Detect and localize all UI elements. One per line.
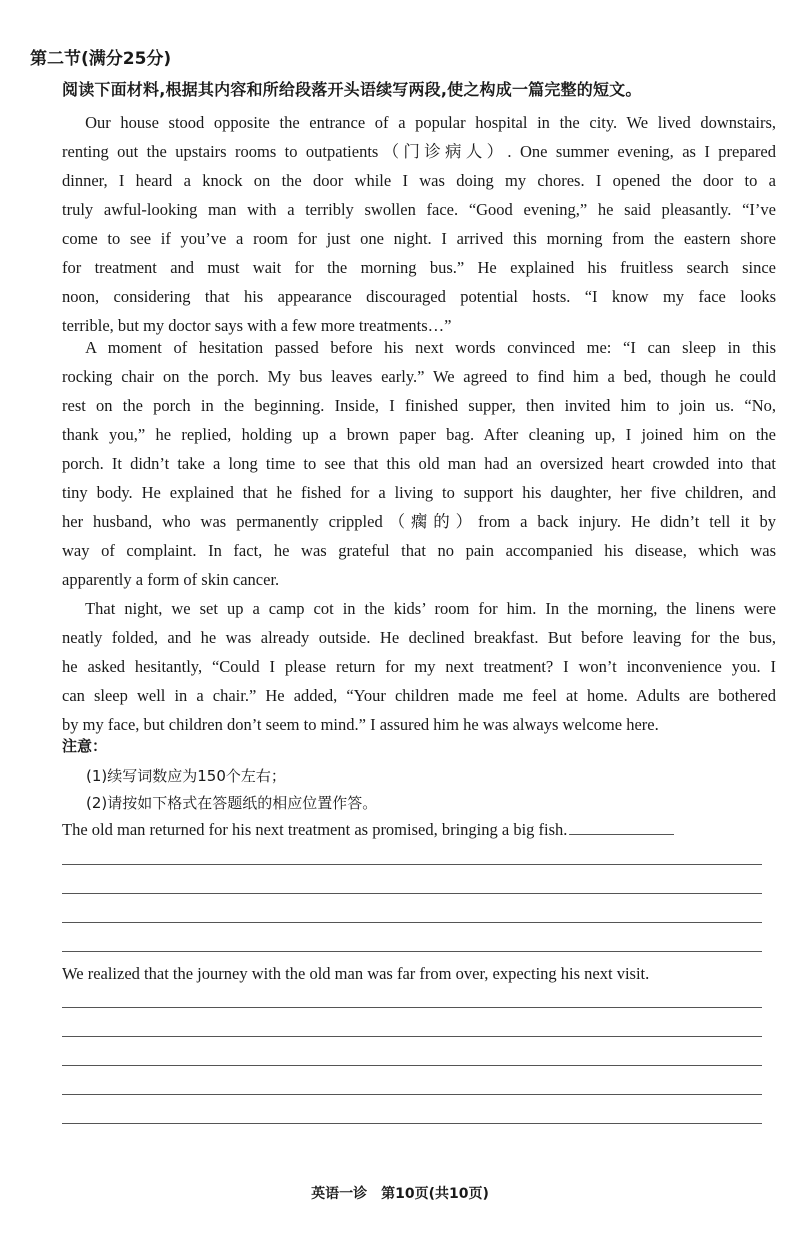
text-line: rest on the porch in the beginning. Inside, I finished supper, then invited him to join us. “No,	[62, 396, 776, 415]
text-line: porch. It didn’t take a long time to see that this old man had an oversized heart crowded into that	[62, 454, 776, 473]
text-line: thank you,” he replied, holding up a brown paper bag. After cleaning up, I joined him on the	[62, 425, 776, 444]
note-item: (1)续写词数应为150个左右；	[86, 767, 286, 785]
text-line: way of complaint. In fact, he was grateful that no pain accompanied his disease, which was	[62, 541, 776, 560]
paragraph-3	[62, 594, 776, 739]
text-line: he asked hesitantly, “Could I please return for my next treatment? I won’t inconvenience you. I	[62, 657, 776, 676]
text-line: apparently a form of skin cancer.	[62, 570, 280, 589]
answer-blank[interactable]	[569, 834, 674, 835]
answer-line[interactable]	[62, 1065, 762, 1066]
answer-line[interactable]	[62, 1007, 762, 1008]
answer-line[interactable]	[62, 1036, 762, 1037]
text-line: Our house stood opposite the entrance of a popular hospital in the city. We lived downstairs,	[85, 113, 776, 132]
prompt-text: The old man returned for his next treatment as promised, bringing a big fish.	[62, 820, 568, 839]
page-footer: 英语一诊 第10页(共10页)	[311, 1186, 489, 1202]
text-line: neatly folded, and he was already outside. He declined breakfast. But before leaving for the bus,	[62, 628, 776, 647]
continuation-prompt-2: We realized that the journey with the old man was far from over, expecting his next visit.	[62, 964, 650, 983]
text-line: her husband, who was permanently crippled（瘸的）from a back injury. He didn’t tell it by	[62, 512, 776, 531]
text-line: for treatment and must wait for the morning bus.” He explained his fruitless search since	[62, 258, 776, 277]
note-item: (2)请按如下格式在答题纸的相应位置作答。	[86, 794, 378, 812]
continuation-prompt-1	[62, 820, 674, 840]
section-title: 第二节(满分25分)	[30, 49, 172, 69]
answer-line[interactable]	[62, 1123, 762, 1124]
paragraph-2	[62, 333, 776, 594]
text-line: renting out the upstairs rooms to outpatients（门诊病人）. One summer evening, as I prepared	[62, 142, 776, 161]
text-line: A moment of hesitation passed before his next words convinced me: “I can sleep in this	[85, 338, 776, 357]
answer-line[interactable]	[62, 1094, 762, 1095]
instruction: 阅读下面材料,根据其内容和所给段落开头语续写两段,使之构成一篇完整的短文。	[62, 80, 642, 99]
text-line: dinner, I heard a knock on the door while I was doing my chores. I opened the door to a	[62, 171, 776, 190]
text-line: come to see if you’ve a room for just one night. I arrived this morning from the eastern shore	[62, 229, 776, 248]
answer-line[interactable]	[62, 922, 762, 923]
notes-heading: 注意：	[62, 737, 108, 755]
text-line: terrible, but my doctor says with a few more treatments…”	[62, 316, 452, 335]
text-line: That night, we set up a camp cot in the kids’ room for him. In the morning, the linens were	[85, 599, 776, 618]
text-line: noon, considering that his appearance discouraged potential hosts. “I know my face looks	[62, 287, 776, 306]
answer-line[interactable]	[62, 951, 762, 952]
text-line: tiny body. He explained that he fished for a living to support his daughter, her five children, and	[62, 483, 776, 502]
answer-line[interactable]	[62, 893, 762, 894]
text-line: by my face, but children don’t seem to mind.” I assured him he was always welcome here.	[62, 715, 659, 734]
answer-line[interactable]	[62, 864, 762, 865]
paragraph-1	[62, 108, 776, 340]
text-line: rocking chair on the porch. My bus leaves early.” We agreed to find him a bed, though he could	[62, 367, 776, 386]
text-line: can sleep well in a chair.” He added, “Your children made me feel at home. Adults are bothered	[62, 686, 776, 705]
text-line: truly awful-looking man with a terribly swollen face. “Good evening,” he said pleasantly. “I’ve	[62, 200, 776, 219]
